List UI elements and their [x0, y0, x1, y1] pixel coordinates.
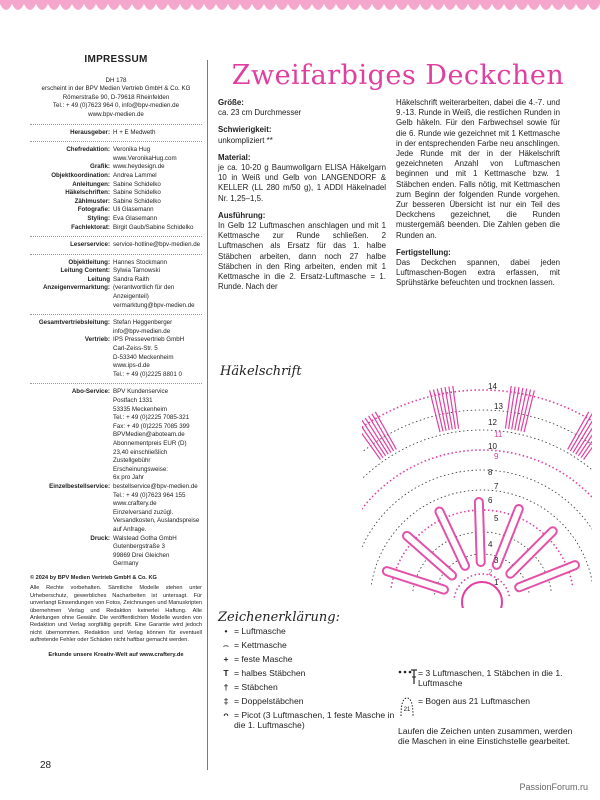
round-label: 9	[494, 452, 499, 461]
groesse-heading: Größe:	[218, 98, 244, 107]
stitch	[445, 387, 452, 429]
chain-arch-symbol	[396, 696, 418, 718]
impressum-value: Hannes Stockmann	[113, 258, 167, 266]
impressum-value: Sandra Raith (verantwortlich für den Anzeigenteil) vermarktung@bpv-medien.de	[113, 275, 195, 309]
publisher-line: www.bpv-medien.de	[88, 110, 144, 118]
petal-inner	[439, 512, 465, 566]
impressum-key: Herausgeber:	[70, 128, 110, 136]
impressum-row	[30, 241, 202, 250]
page-number: 28	[40, 760, 52, 771]
impressum-value: BPV Kundenservice Postfach 1331 53335 Meckenheim Tel.: + 49 (0)2225 7085-321 Fax: + 49 (0)2225 7085 399 BPVMedien@aboteam.de Abonnementpreis EUR (D) 23,40 einschließlich Zustellgebühr Erscheinungsweise: 6x pro Jahr	[113, 388, 190, 482]
legend	[218, 626, 398, 734]
legend-symbol: †	[223, 682, 229, 692]
publisher-line: erscheint in der BPV Medien Vertrieb GmbH & Co. KG	[41, 85, 191, 93]
impressum-row	[30, 276, 202, 310]
stitch	[449, 387, 456, 430]
impressum-value: Veronika Hug www.VeronikaHug.com	[113, 146, 177, 162]
legend-right	[396, 668, 576, 746]
impressum-key: Häkelschriften:	[65, 189, 110, 197]
impressum-value: bestellservice@bpv-medien.de Tel.: + 49 (0)7623 964 155 www.craftery.de Einzelversand zuzügl. Versandkosten, Auslandspreise auf Anfrage.	[113, 482, 200, 533]
legend-item	[396, 668, 576, 688]
stitch	[581, 422, 592, 457]
legend-symbol: ‡	[223, 696, 229, 706]
impressum-row	[30, 535, 202, 569]
legend-item	[218, 668, 398, 678]
fertigstellung-text: Das Deckchen spannen, dabei jeden Luftmaschen-Bogen extra erfassen, mit Sprühstärke befeuchten und trocknen lassen.	[396, 258, 560, 288]
diagram-title: Häkelschrift	[220, 364, 302, 379]
impressum-row	[30, 189, 202, 198]
petal-inner	[387, 571, 444, 590]
impressum-row	[30, 163, 202, 172]
legend-item	[396, 696, 576, 718]
impressum-key: Objektleitung:	[68, 258, 110, 266]
article-column-right	[396, 98, 560, 296]
impressum-key: Gesamtvertriebsleitung:	[38, 319, 110, 327]
impressum-value: Birgit Gaub/Sabine Schidelko	[113, 223, 194, 231]
impressum-value: H + E Medweth	[113, 128, 156, 136]
legend-text: = Doppelstäbchen	[234, 696, 304, 706]
legend-text: = halbes Stäbchen	[234, 668, 306, 678]
divider	[30, 383, 202, 384]
craftery-link[interactable]: Erkunde unsere Kreativ-Welt auf www.craftery.de	[48, 651, 184, 658]
impressum-key: Leitung Content:	[60, 267, 110, 275]
publisher-line: DH 178	[105, 76, 127, 84]
impressum-value: Uli Glasemann	[113, 206, 154, 214]
legend-symbol: ⌢	[223, 640, 229, 650]
impressum-row	[30, 198, 202, 207]
legend-symbol: ᴖ	[223, 710, 229, 720]
legend-title: Zeichenerklärung:	[218, 610, 340, 625]
round-label: 3	[494, 556, 499, 565]
stitch	[512, 387, 519, 429]
arch-count: 21	[403, 707, 411, 713]
round-label: 13	[494, 402, 503, 411]
impressum-group	[30, 319, 202, 379]
impressum-group	[30, 129, 202, 138]
round-label: 12	[488, 418, 497, 427]
impressum-key: Druck:	[90, 534, 110, 542]
round-label: 6	[488, 496, 493, 505]
impressum-value: Andrea Lammel	[113, 171, 157, 179]
crochet-diagram	[362, 352, 592, 608]
impressum-value: Stefan Heggenberger info@bpv-medien.de	[113, 319, 173, 335]
impressum-row	[30, 224, 202, 233]
impressum-row	[30, 319, 202, 336]
impressum-group	[30, 259, 202, 311]
impressum-group	[30, 241, 202, 250]
round-label: 4	[488, 540, 493, 549]
impressum-title: IMPRESSUM	[84, 54, 148, 65]
copyright-body: Alle Rechte vorbehalten. Sämtliche Modelle stehen unter Urheberschutz, gewerbliches Nacharbeiten ist untersagt. Für unverlangt Einsendungen von Fotos, Zeichnungen und Manuskripten übernehmen Verlag und Redaktion keinerlei Haftung. Alle Anleitungen ohne Gewähr. Die veröffentlichten Modelle wurden von Redaktion und Verlag sorgfältig geprüft. Eine Garantie wird jedoch nicht übernommen. Redaktion und Verlag können für eventuell auftretende Fehler oder Schäden nicht haftbar gemacht werden.	[30, 585, 202, 644]
ausfuehrung-text: In Gelb 12 Luftmaschen anschlagen und mit 1 Kettmasche zur Runde schließen. 2 Luftmaschen als Ersatz für das 1. halbe Stäbchen arbeiten, dann noch 27 halbe Stäbchen in den Ring arbeiten, enden mit 1 Kettmasche in die 2. Ersatz-Luftmasche = 1. Runde. Nach der	[218, 221, 386, 292]
impressum-row	[30, 172, 202, 181]
impressum-row	[30, 181, 202, 190]
impressum-group	[30, 388, 202, 568]
impressum-value: IPS Pressevertrieb GmbH Carl-Zeiss-Str. 5 D-53340 Meckenheim www.ips-d.de Tel.: + 49 (0)2225 8801 0	[113, 336, 185, 378]
column-rule	[207, 60, 208, 770]
legend-item	[218, 654, 398, 664]
publisher-line: Tel.: + 49 (0)7623 964 0, info@bpv-medien.de	[52, 102, 180, 110]
ausfuehrung-continued: Häkelschrift weiterarbeiten, dabei die 4.-7. und 9.-13. Runde in Weiß, die restlichen Runden in Gelb häkeln. Für den Farbwechsel sowie für die 6. Runde wie gezeichnet mit 1 Kettmasche in der entsprechenden Farbe neu anschlingen. Jede Runde mit der in der Häkelschrift gezeichneten Anzahl von Luftmaschen beginnen und mit 1 Kettmasche bzw. 1 Stäbchen enden. Falls nötig, mit Kettmaschen zum Beginn der folgenden Runde vorgehen. Zur besseren Übersicht ist nur ein Teil des Deckchens gezeichnet, die Runden mustergemäß beenden. Die Zahlen geben die Runden an.	[396, 98, 560, 240]
legend-text: = Picot (3 Luftmaschen, 1 feste Masche in die 1. Luftmasche)	[234, 710, 395, 730]
watermark: PassionForum.ru	[519, 782, 588, 792]
impressum-key: Objektkoordination:	[51, 171, 110, 179]
round-label: 8	[488, 468, 493, 477]
legend-text: = Luftmasche	[234, 626, 286, 636]
impressum-key: Fotografie:	[77, 206, 110, 214]
impressum-key: Anleitungen:	[72, 180, 110, 188]
petal-inner	[407, 536, 452, 576]
impressum-key: Einzelbestellservice:	[49, 482, 110, 490]
material-text: je ca. 10-20 g Baumwollgarn ELISA Häkelgarn 10 in Weiß und Gelb von LANGENDORF & KELLER (LL 280 m/50 g), 1 ADDI Häkelnadel Nr. 1,25–1,5.	[218, 163, 386, 203]
schwierigkeit-text: unkompliziert **	[218, 135, 273, 145]
divider	[30, 141, 202, 142]
impressum-key: Zählmuster:	[74, 197, 110, 205]
impressum-value: Eva Glasemann	[113, 214, 158, 222]
round-label: 1	[494, 578, 499, 587]
material-heading: Material:	[218, 152, 251, 162]
divider	[30, 254, 202, 255]
divider	[30, 236, 202, 237]
legend-text: = Kettmasche	[234, 640, 287, 650]
round-label: 10	[488, 442, 497, 451]
impressum-row	[30, 259, 202, 268]
impressum-key: Leitung Anzeigenvermarktung:	[42, 275, 110, 292]
round-label: 11	[494, 430, 503, 439]
impressum-key: Styling:	[87, 214, 110, 222]
groesse-text: ca. 23 cm Durchmesser	[218, 108, 302, 118]
article-column-left	[218, 98, 386, 299]
impressum-group	[30, 146, 202, 232]
impressum-key: Vertrieb:	[84, 336, 110, 344]
petal-inner	[519, 565, 575, 587]
impressum-row	[30, 336, 202, 379]
impressum-row	[30, 129, 202, 138]
impressum-key: Leserservice:	[70, 241, 110, 249]
copyright-head: © 2024 by BPV Medien Vertrieb GmbH & Co. KG	[30, 574, 157, 581]
stitch	[509, 387, 516, 430]
legend-item	[218, 696, 398, 706]
divider	[30, 314, 202, 315]
impressum-key: Fachlektorat:	[71, 223, 110, 231]
impressum-value: www.heydesign.de	[113, 163, 165, 171]
ch3-dc-symbol	[396, 668, 418, 688]
copyright	[30, 575, 202, 645]
legend-text: = feste Masche	[234, 654, 293, 664]
legend-note: Laufen die Zeichen unten zusammen, werden die Maschen in eine Einstichstelle gearbeitet.	[398, 726, 573, 746]
impressum	[30, 56, 202, 659]
ausfuehrung-heading: Ausführung:	[218, 210, 266, 220]
divider	[30, 124, 202, 125]
impressum-row	[30, 483, 202, 535]
petal-inner	[479, 502, 481, 562]
legend-text: = Stäbchen	[234, 682, 278, 692]
impressum-row	[30, 146, 202, 163]
scallop-border	[0, 0, 600, 16]
legend-symbol: T	[223, 668, 229, 678]
stitch	[505, 386, 511, 429]
impressum-key: Abo-Service:	[71, 388, 110, 396]
legend-item	[218, 640, 398, 650]
impressum-row	[30, 267, 202, 276]
round-label: 7	[494, 482, 499, 491]
impressum-value: Sabine Schidelko	[113, 197, 161, 205]
round-label: 5	[494, 514, 499, 523]
petal-inner	[497, 509, 519, 565]
legend-item	[218, 682, 398, 692]
impressum-row	[30, 206, 202, 215]
impressum-key: Chefredaktion:	[66, 146, 110, 154]
schwierigkeit-heading: Schwierigkeit:	[218, 125, 272, 135]
round-label: 2	[488, 568, 493, 577]
legend-text: = Bogen aus 21 Luftmaschen	[418, 696, 531, 706]
impressum-value: service-hotline@bpv-medien.de	[113, 241, 201, 249]
fertigstellung-heading: Fertigstellung:	[396, 247, 451, 257]
legend-item	[218, 710, 398, 730]
publisher-info	[30, 77, 202, 120]
publisher-line: Römerstraße 90, D-79618 Rheinfelden	[62, 93, 170, 101]
article-title: Zweifarbiges Deckchen	[231, 60, 565, 91]
impressum-value: Sylwia Tarnowski	[113, 267, 160, 275]
impressum-key: Grafik:	[90, 163, 110, 171]
legend-text: = 3 Luftmaschen, 1 Stäbchen in die 1. Luftmasche	[418, 668, 563, 688]
impressum-row	[30, 215, 202, 224]
legend-item	[218, 626, 398, 636]
impressum-value: Sabine Schidelko	[113, 189, 161, 197]
round-label: 14	[488, 382, 497, 391]
impressum-value: Sabine Schidelko	[113, 180, 161, 188]
impressum-value: Walstead Gotha GmbH Gutenbergstraße 3 99869 Drei Gleichen Germany	[113, 534, 177, 568]
petal-inner	[510, 531, 552, 573]
legend-symbol: •	[224, 626, 228, 636]
legend-symbol: +	[223, 654, 229, 664]
impressum-row	[30, 388, 202, 483]
